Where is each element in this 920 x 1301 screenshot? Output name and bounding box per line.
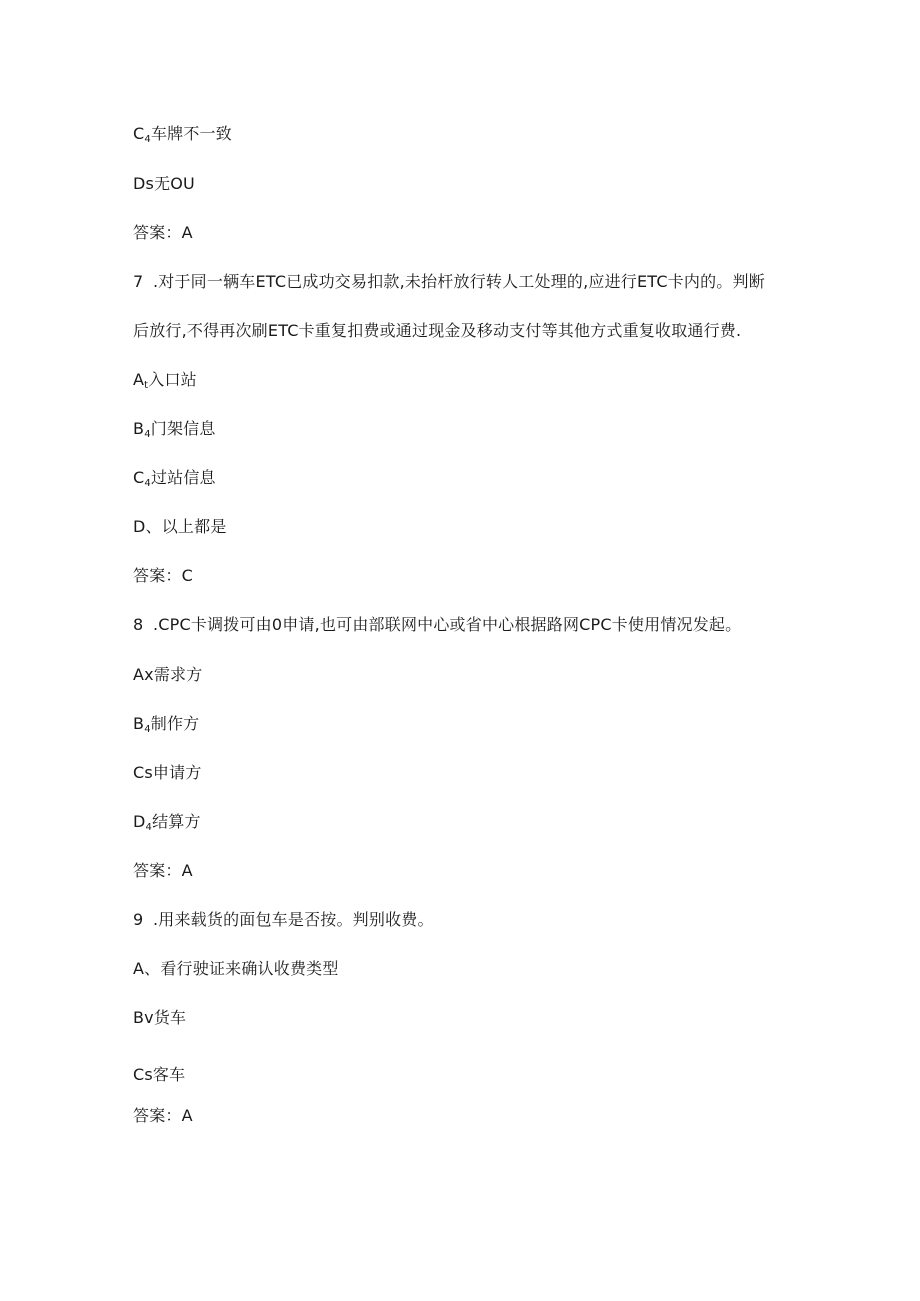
option-letter: Bv: [133, 1008, 154, 1027]
option-letter: C: [133, 124, 145, 143]
answer-q7: [133, 566, 193, 586]
option-b-gantry-info: [133, 419, 216, 439]
option-text: 入口站: [148, 370, 197, 389]
question-number: 8: [133, 615, 144, 634]
question-7-line-1: [133, 272, 765, 292]
option-text: A、看行驶证来确认收费类型: [133, 959, 339, 978]
option-b-truck: [133, 1008, 186, 1028]
option-letter: Ax: [133, 665, 154, 684]
option-letter: Cs: [133, 763, 153, 782]
option-text: 过站信息: [150, 468, 216, 487]
option-text: D、以上都是: [133, 517, 227, 536]
option-text: 需求方: [153, 665, 203, 684]
option-letter: D: [133, 812, 146, 831]
option-text: 车牌不一致: [150, 124, 232, 143]
option-subscript: 4: [145, 822, 153, 833]
question-number: 9: [133, 910, 144, 929]
option-letter: Ds: [133, 174, 155, 193]
question-text: .用来载货的面包车是否按。判别收费。: [153, 910, 434, 929]
question-number: 7: [133, 272, 144, 291]
option-d-all-above: [133, 517, 227, 537]
answer-text: 答案：A: [133, 223, 193, 242]
option-letter: C: [133, 468, 145, 487]
question-8: [133, 615, 741, 635]
option-subscript: t: [144, 380, 149, 391]
option-letter: B: [133, 714, 145, 733]
option-letter: B: [133, 419, 145, 438]
option-c-passenger-car: [133, 1065, 185, 1085]
answer-text: 答案：A: [133, 861, 193, 880]
question-text: 后放行,不得再次刷ETC卡重复扣费或通过现金及移动支付等其他方式重复收取通行费.: [133, 321, 742, 340]
question-7-line-2: [133, 321, 741, 341]
option-d-settlement-side: [133, 812, 201, 832]
option-text: 制作方: [150, 714, 200, 733]
option-a-entry-station: [133, 370, 197, 390]
option-letter: Cs: [133, 1065, 153, 1084]
option-text: 申请方: [152, 763, 202, 782]
option-a-check-license: [133, 959, 339, 979]
answer-q6: [133, 223, 193, 243]
question-9: [133, 910, 434, 930]
answer-text: 答案：C: [133, 566, 193, 585]
answer-text: 答案：A: [133, 1106, 193, 1125]
option-c-station-info: [133, 468, 216, 488]
option-text: 货车: [153, 1008, 187, 1027]
option-c-plate-mismatch: [133, 124, 232, 144]
option-subscript: 4: [144, 134, 151, 145]
option-subscript: 4: [144, 429, 151, 440]
option-text: 无OU: [154, 174, 195, 193]
answer-q8: [133, 861, 193, 881]
option-subscript: 4: [144, 478, 151, 489]
question-text: .CPC卡调拨可由0申请,也可由部联网中心或省中心根据路网CPC卡使用情况发起。: [153, 615, 742, 634]
option-letter: A: [133, 370, 145, 389]
option-text: 门架信息: [150, 419, 216, 438]
option-a-demand-side: [133, 665, 202, 685]
answer-q9: [133, 1106, 193, 1126]
option-c-applicant: [133, 763, 202, 783]
option-b-producer: [133, 714, 199, 734]
option-text: 客车: [152, 1065, 186, 1084]
question-text: .对于同一辆车ETC已成功交易扣款,未抬杆放行转人工处理的,应进行ETC卡内的。判断: [153, 272, 765, 291]
option-d-no-obu: [133, 174, 195, 194]
option-text: 结算方: [152, 812, 201, 831]
option-subscript: 4: [144, 724, 151, 735]
